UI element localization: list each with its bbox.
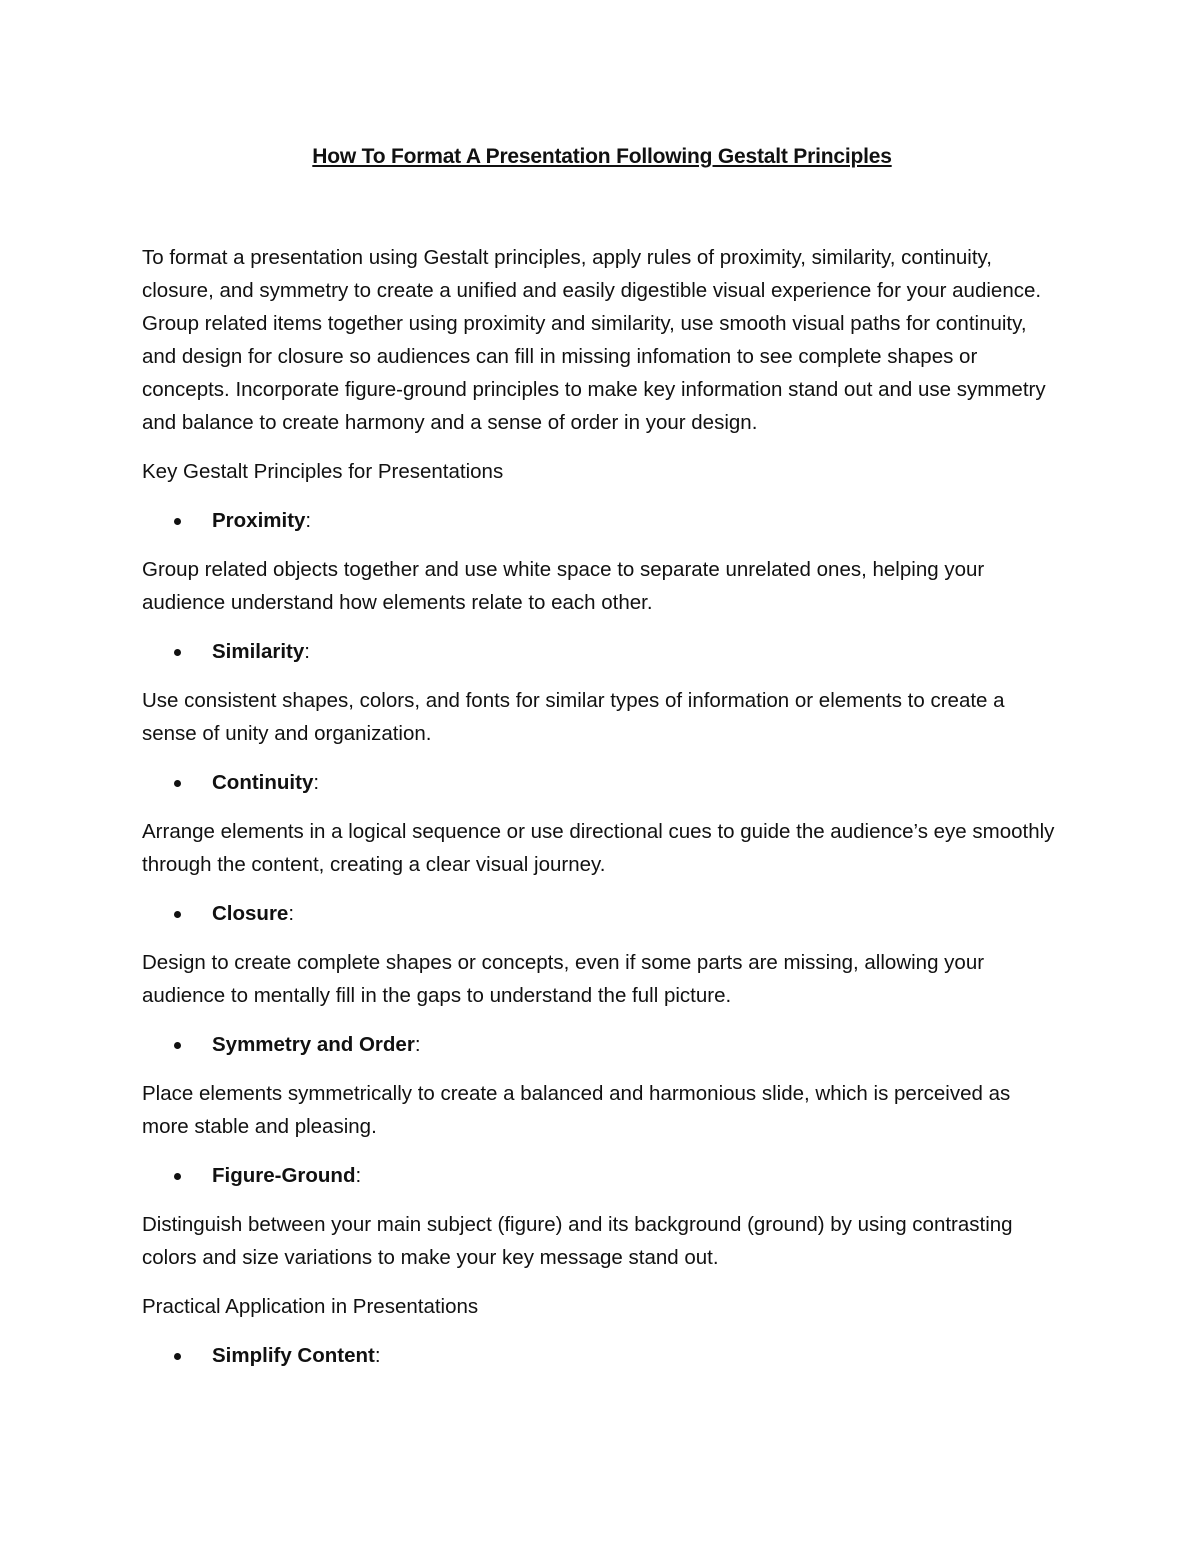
bullet-icon bbox=[174, 518, 181, 525]
bullet-icon bbox=[174, 1353, 181, 1360]
principle-description: Design to create complete shapes or concepts, even if some parts are missing, allowing your audience to mentally fill in the gaps to understand the full picture. bbox=[142, 951, 985, 1007]
principle-bullet-similarity bbox=[142, 635, 1062, 668]
colon: : bbox=[313, 771, 320, 794]
bullet-icon bbox=[174, 649, 181, 656]
principle-bullet-symmetry bbox=[142, 1028, 1062, 1061]
document-title: How To Format A Presentation Following Gestalt Principles bbox=[312, 145, 892, 168]
bullet-icon bbox=[174, 780, 181, 787]
colon: : bbox=[305, 509, 312, 532]
document-page bbox=[142, 140, 1062, 1388]
application-bullet-simplify-content bbox=[142, 1339, 1062, 1372]
principle-description: Arrange elements in a logical sequence or use directional cues to guide the audience’s eye smoothly through the content, creating a clear visual journey. bbox=[142, 820, 1055, 876]
bullet-icon bbox=[174, 1173, 181, 1180]
colon: : bbox=[304, 640, 310, 663]
principle-term: Figure-Ground bbox=[212, 1164, 356, 1187]
principle-description: Distinguish between your main subject (figure) and its background (ground) by using contrasting colors and size variations to make your key message stand out. bbox=[142, 1213, 1013, 1269]
principle-bullet-figure-ground bbox=[142, 1159, 1062, 1192]
application-term: Simplify Content bbox=[212, 1344, 375, 1367]
principle-bullet-closure bbox=[142, 897, 1062, 930]
principle-term: Continuity bbox=[212, 771, 314, 794]
principle-term: Closure bbox=[212, 902, 289, 925]
colon: : bbox=[355, 1164, 362, 1187]
principle-description: Use consistent shapes, colors, and fonts for similar types of information or elements to create a sense of unity and organization. bbox=[142, 689, 1005, 745]
principle-term: Symmetry and Order bbox=[212, 1033, 415, 1056]
principle-description: Place elements symmetrically to create a balanced and harmonious slide, which is perceived as more stable and pleasing. bbox=[142, 1082, 1011, 1138]
principle-bullet-proximity bbox=[142, 504, 1062, 537]
principle-term: Proximity bbox=[212, 509, 306, 532]
section-heading-key-principles: Key Gestalt Principles for Presentations bbox=[142, 460, 504, 483]
principle-term: Similarity bbox=[212, 640, 305, 663]
bullet-icon bbox=[174, 1042, 181, 1049]
colon: : bbox=[374, 1344, 381, 1367]
section-heading-practical-application: Practical Application in Presentations bbox=[142, 1295, 479, 1318]
principle-description: Group related objects together and use white space to separate unrelated ones, helping your audience understand how elements relate to each other. bbox=[142, 558, 985, 614]
colon: : bbox=[414, 1033, 421, 1056]
bullet-icon bbox=[174, 911, 181, 918]
principle-bullet-continuity bbox=[142, 766, 1062, 799]
intro-paragraph: To format a presentation using Gestalt principles, apply rules of proximity, similarity, continuity, closure, and symmetry to create a unified and easily digestible visual experience for your audience. Group related items together using proximity and similarity, use smooth visual paths for continuity, and design for closure so audiences can fill in missing infomation to see complete shapes or concepts. Incorporate figure-ground principles to make key information stand out and use symmetry and balance to create harmony and a sense of order in your design. bbox=[142, 246, 1046, 434]
colon: : bbox=[288, 902, 295, 925]
